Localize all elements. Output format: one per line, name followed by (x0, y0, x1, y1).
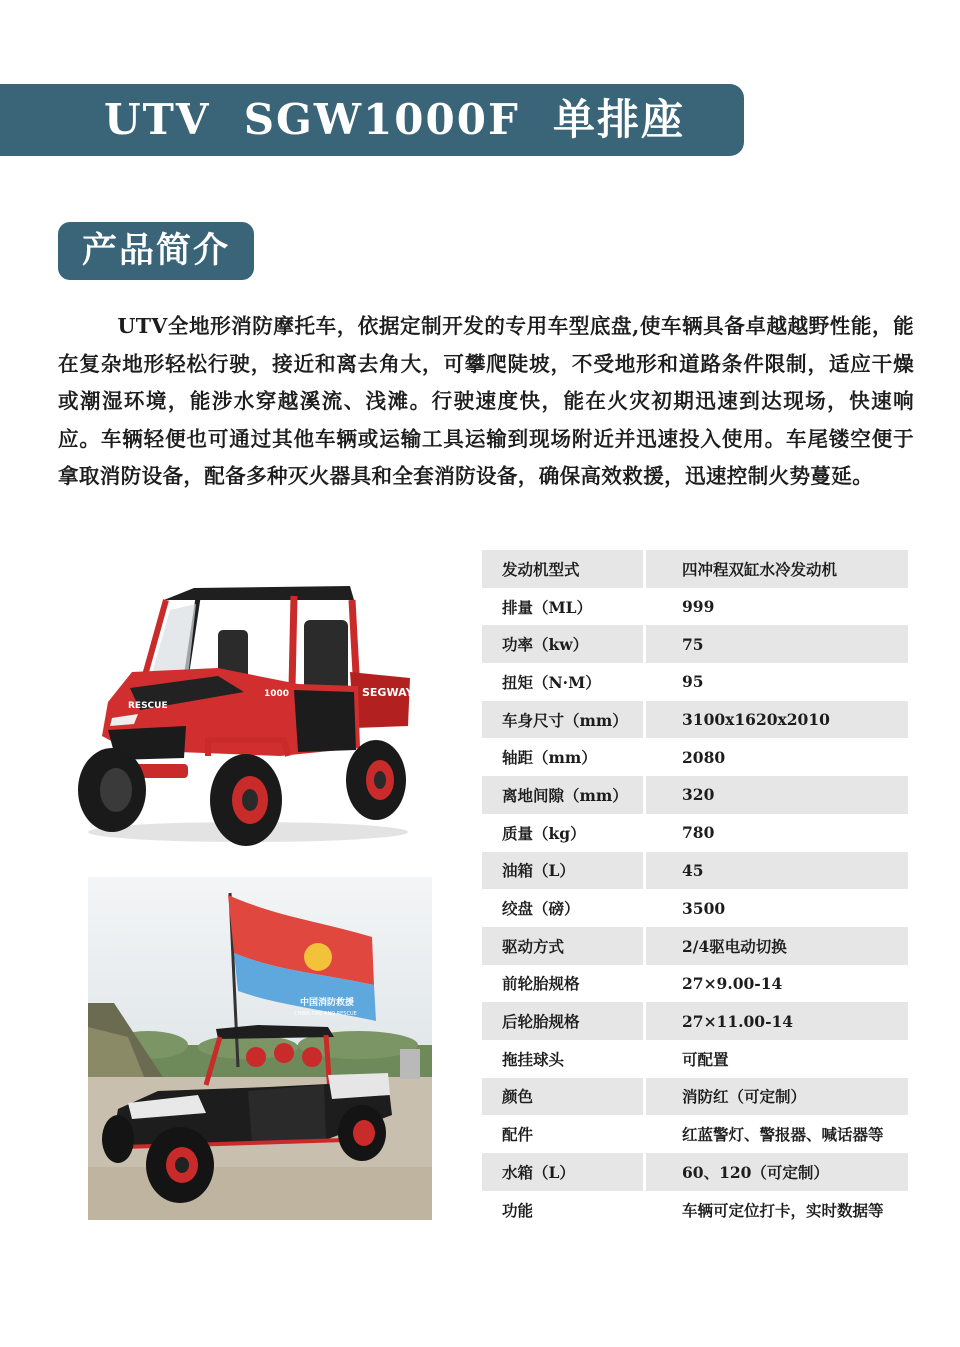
spec-value: 95 (682, 672, 704, 692)
spec-label: 车身尺寸（mm） (482, 701, 643, 739)
front-right-wheel (210, 754, 282, 846)
spec-label: 轴距（mm） (502, 748, 597, 768)
vehicle-model-text: 1000 (264, 689, 290, 699)
spec-row (482, 1153, 908, 1191)
spec-value: 27×11.00-14 (646, 1002, 908, 1040)
page-title: UTV SGW1000F 单排座 (104, 95, 686, 144)
spec-value: 999 (682, 597, 715, 617)
spec-value: 2/4驱电动切换 (646, 927, 908, 965)
spec-label: 拖挂球头 (502, 1049, 565, 1069)
spec-label: 驱动方式 (482, 927, 643, 965)
spec-value: 75 (646, 625, 908, 663)
spec-row (482, 550, 908, 588)
spec-label: 配件 (502, 1125, 534, 1145)
rear-wheel (346, 740, 406, 820)
field-illustration (88, 877, 432, 1220)
spec-row (482, 588, 908, 626)
title-banner (0, 84, 744, 156)
spec-label: 质量（kg） (502, 823, 586, 843)
spec-label: 绞盘（磅） (502, 899, 580, 919)
section-title: 产品简介 (81, 230, 230, 271)
spec-value: 45 (646, 852, 908, 890)
vehicle-illustration (68, 560, 420, 848)
spec-label: 发动机型式 (482, 550, 643, 588)
spec-row (482, 701, 908, 739)
spec-label: 后轮胎规格 (482, 1002, 643, 1040)
spec-label: 前轮胎规格 (502, 974, 580, 994)
spec-value: 消防红（可定制） (646, 1078, 908, 1116)
spec-row (482, 776, 908, 814)
spec-label: 功能 (502, 1200, 534, 1220)
spec-row (482, 965, 908, 1003)
spec-row (482, 625, 908, 663)
spec-value: 可配置 (682, 1049, 729, 1069)
spec-value: 2080 (682, 747, 726, 767)
spec-value: 3100x1620x2010 (646, 701, 908, 739)
spec-row (482, 663, 908, 701)
spec-table (482, 550, 908, 1228)
spec-value: 780 (682, 823, 715, 843)
vehicle-badge-text: RESCUE (128, 701, 168, 711)
spec-label: 排量（ML） (502, 597, 593, 617)
spec-value: 四冲程双缸水冷发动机 (646, 550, 908, 588)
spec-value: 27×9.00-14 (682, 973, 783, 993)
spec-row (482, 1002, 908, 1040)
spec-row (482, 852, 908, 890)
flag-text-en: CHINA FIRE AND RESCUE (294, 1011, 357, 1017)
spec-value: 60、120（可定制） (646, 1153, 908, 1191)
spec-row (482, 814, 908, 852)
section-tag (58, 222, 254, 280)
intro-paragraph: UTV全地形消防摩托车，依据定制开发的专用车型底盘,使车辆具备卓越越野性能，能在复杂地形轻松行驶，接近和离去角大，可攀爬陡坡，不受地形和道路条件限制，适应干燥或潮湿环境，能涉水穿越溪流、浅滩。行驶速度快，能在火灾初期迅速到达现场，快速响应。车辆轻便也可通过其他车辆或运输工具运输到现场附近并迅速投入使用。车尾镂空便于拿取消防设备，配备多种灭火器具和全套消防设备，确保高效救援，迅速控制火势蔓延。 (58, 314, 914, 488)
spec-label: 功率（kw） (482, 625, 643, 663)
vehicle-brand-text: SEGWAY (362, 686, 414, 699)
spec-label: 水箱（L） (482, 1153, 643, 1191)
vehicle-photo (68, 560, 420, 848)
spec-value: 320 (646, 776, 908, 814)
spec-value: 红蓝警灯、警报器、喊话器等 (682, 1125, 884, 1145)
spec-row (482, 1115, 908, 1153)
spec-row (482, 1078, 908, 1116)
spec-row (482, 927, 908, 965)
spec-row (482, 1040, 908, 1078)
spec-row (482, 889, 908, 927)
spec-value: 3500 (682, 898, 726, 918)
spec-label: 油箱（L） (482, 852, 643, 890)
spec-label: 扭矩（N·M） (502, 672, 601, 692)
flag-text: 中国消防救援 (300, 998, 355, 1008)
spec-label: 颜色 (482, 1078, 643, 1116)
front-left-wheel (78, 748, 146, 832)
spec-row (482, 1191, 908, 1229)
spec-value: 车辆可定位打卡，实时数据等 (682, 1200, 884, 1220)
spec-row (482, 738, 908, 776)
spec-label: 离地间隙（mm） (482, 776, 643, 814)
field-photo (88, 877, 432, 1220)
